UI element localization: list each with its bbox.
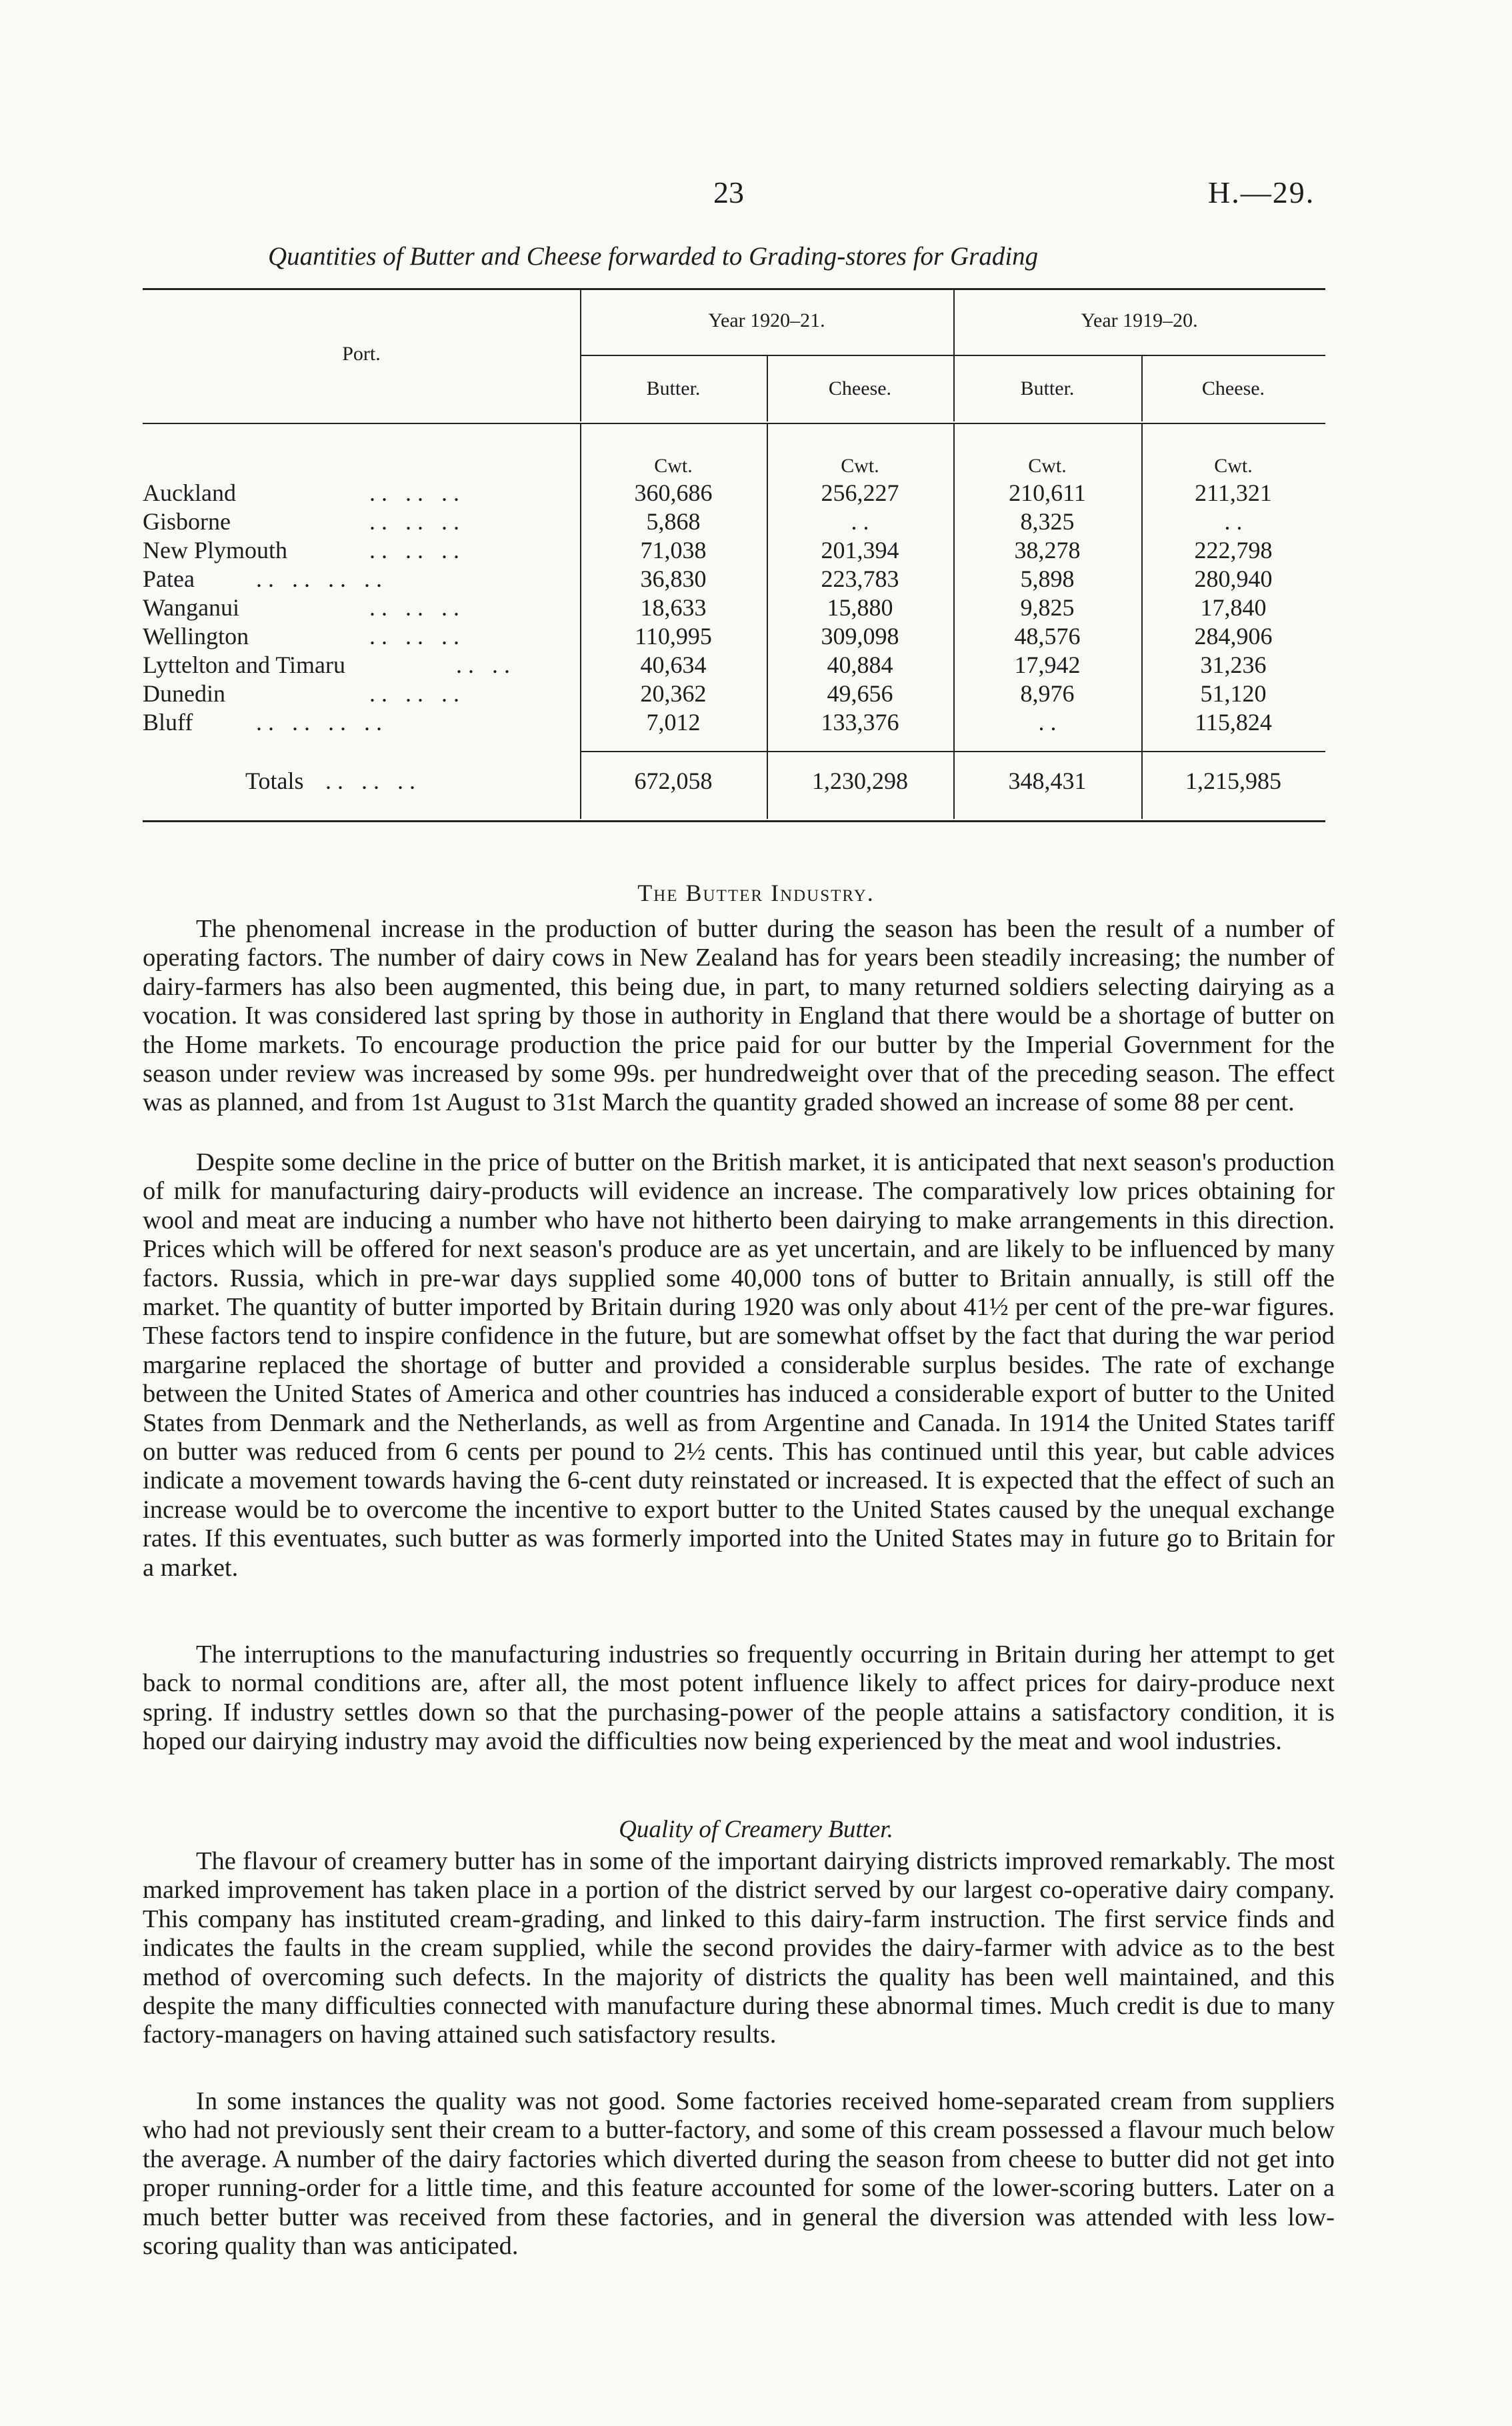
unit-label: Cwt. — [1028, 455, 1067, 477]
year-group-header: Year 1919–20. — [1081, 309, 1198, 331]
port-name: Patea — [143, 565, 195, 592]
port-name: Wanganui — [143, 594, 240, 621]
value-cell: 48,576 — [1014, 623, 1081, 650]
port-name: Lyttelton and Timaru — [143, 652, 346, 678]
leader-dots: . . . . . . — [369, 623, 459, 650]
value-cell: . . — [851, 508, 869, 535]
value-cell: 309,098 — [821, 623, 899, 650]
value-cell: 71,038 — [640, 537, 707, 563]
total-cell: 1,215,985 — [1185, 768, 1281, 794]
value-cell: 38,278 — [1014, 537, 1081, 563]
unit-label: Cwt. — [1214, 455, 1253, 477]
value-cell: 284,906 — [1194, 623, 1273, 650]
value-cell: 110,995 — [635, 623, 712, 650]
value-cell: 31,236 — [1200, 652, 1267, 678]
unit-label: Cwt. — [841, 455, 879, 477]
port-name: Dunedin — [143, 680, 225, 707]
value-cell: 280,940 — [1194, 565, 1273, 592]
leader-dots: . . . . . . — [369, 508, 459, 535]
value-cell: 40,884 — [827, 652, 893, 678]
table-bottom-rule — [143, 820, 1325, 822]
totals-top-rule — [580, 751, 1325, 752]
page-number: 23 — [713, 175, 744, 209]
butter-column-header: Butter. — [646, 377, 701, 399]
subsection-title: Quality of Creamery Butter. — [619, 1816, 893, 1843]
leader-dots: . . . . . . — [369, 594, 459, 621]
year-group-rule — [580, 355, 1325, 356]
value-cell: 360,686 — [634, 479, 713, 506]
butter-column-header: Butter. — [1020, 377, 1075, 399]
value-cell: 15,880 — [827, 594, 893, 621]
leader-dots: . . . . . . — [369, 479, 459, 506]
body-paragraph: Despite some decline in the price of butter on the British market, it is anticipated that next season's production of milk for manufacturing dairy-products will evidence an increase. The comparatively low prices obtaining for wool and meat are inducing a number who have not hitherto been dairying to make arrangements in this direction. Prices which will be offered for next season's produce are as yet uncertain, and are likely to be influenced by many factors. Russia, which in pre-war days supplied some 40,000 tons of butter to Britain annually, is still off the market. The quantity of butter imported by Britain during 1920 was only about 41½ per cent of the pre-war figures. These factors tend to inspire confidence in the future, but are somewhat offset by the fact that during the war period margarine replaced the shortage of butter and provided a considerable surplus besides. The rate of exchange between the United States of America and other countries has induced a considerable export of butter to the United States from Denmark and the Netherlands, as well as from Argentine and Canada. In 1914 the United States tariff on butter was reduced from 6 cents per pound to 2½ cents. This has continued until this year, but cable advices indicate a movement towards having the 6-cent duty reinstated or increased. It is expected that the effect of such an increase would be to overcome the incentive to export butter to the United States caused by the unequal exchange rates. If this eventuates, such butter as was formerly imported into the United States may in future go to Britain for a market. — [143, 1148, 1335, 1582]
cheese-column-header: Cheese. — [1201, 377, 1265, 399]
value-cell: 115,824 — [1195, 709, 1272, 736]
table-top-rule — [143, 288, 1325, 290]
value-cell: 17,840 — [1200, 594, 1267, 621]
value-cell: 5,868 — [646, 508, 701, 535]
report-code: H.—29. — [1208, 175, 1315, 209]
port-name: Wellington — [143, 623, 249, 650]
year-group-header: Year 1920–21. — [708, 309, 825, 331]
value-cell: 36,830 — [640, 565, 707, 592]
value-cell: 133,376 — [821, 709, 899, 736]
total-cell: 348,431 — [1008, 768, 1087, 794]
port-name: Gisborne — [143, 508, 231, 535]
total-cell: 672,058 — [634, 768, 713, 794]
leader-dots: . . . . . . — [325, 768, 415, 794]
leader-dots: . . . . . . . . — [256, 709, 382, 736]
value-cell: 211,321 — [1195, 479, 1272, 506]
value-cell: 51,120 — [1200, 680, 1267, 707]
value-cell: 5,898 — [1020, 565, 1075, 592]
cheese-column-header: Cheese. — [828, 377, 892, 399]
value-cell: 18,633 — [640, 594, 707, 621]
table-title: Quantities of Butter and Cheese forwarded to Grading-stores for Grading — [268, 242, 1039, 271]
value-cell: 210,611 — [1009, 479, 1086, 506]
leader-dots: . . . . . . . . — [256, 565, 382, 592]
port-name: New Plymouth — [143, 537, 288, 563]
body-paragraph: The interruptions to the manufacturing industries so frequently occurring in Britain during her attempt to get back to normal conditions are, after all, the most potent influence likely to affect prices for dairy-produce next spring. If industry settles down so that the purchasing-power of the people attains a satisfactory condition, it is hoped our dairying industry may avoid the difficulties now being experienced by the meat and wool industries. — [143, 1640, 1335, 1756]
value-cell: 222,798 — [1194, 537, 1273, 563]
header-bottom-rule — [143, 423, 1325, 424]
body-paragraph: The phenomenal increase in the production of butter during the season has been the result of a number of operating factors. The number of dairy cows in New Zealand has for years been steadily increasing; the number of dairy-farmers has also been augmented, this being due, in part, to many returned soldiers selecting dairying as a vocation. It was considered last spring by those in authority in England that there would be a shortage of butter on the Home markets. To encourage production the price paid for our butter by the Imperial Government for the season under review was increased by some 99s. per hundredweight over that of the preceding season. The effect was as planned, and from 1st August to 31st March the quantity graded showed an increase of some 88 per cent. — [143, 915, 1335, 1117]
body-paragraph: In some instances the quality was not good. Some factories received home-separated cream from suppliers who had not previously sent their cream to a butter-factory, and some of this cream possessed a flavour much below the average. A number of the dairy factories which diverted during the season from cheese to butter did not get into proper running-order for a little time, and this feature accounted for some of the lower-scoring butters. Later on a much better butter was received from these factories, and in general the diversion was attended with less low-scoring quality than was anticipated. — [143, 2087, 1335, 2261]
value-cell: 9,825 — [1020, 594, 1075, 621]
value-cell: 256,227 — [821, 479, 899, 506]
value-cell: 201,394 — [821, 537, 899, 563]
value-cell: . . — [1224, 508, 1243, 535]
value-cell: 17,942 — [1014, 652, 1081, 678]
leader-dots: . . . . — [456, 652, 510, 678]
value-cell: 8,976 — [1020, 680, 1075, 707]
leader-dots: . . . . . . — [369, 680, 459, 707]
leader-dots: . . . . . . — [369, 537, 459, 563]
total-cell: 1,230,298 — [812, 768, 908, 794]
value-cell: 49,656 — [827, 680, 893, 707]
value-cell: 20,362 — [640, 680, 707, 707]
value-cell: 8,325 — [1020, 508, 1075, 535]
value-cell: 40,634 — [640, 652, 707, 678]
section-title: The Butter Industry. — [637, 880, 875, 906]
port-name: Bluff — [143, 709, 193, 736]
port-column-header: Port. — [342, 343, 381, 365]
value-cell: 7,012 — [646, 709, 701, 736]
value-cell: . . — [1038, 709, 1057, 736]
totals-label: Totals — [245, 768, 304, 794]
value-cell: 223,783 — [821, 565, 899, 592]
body-paragraph: The flavour of creamery butter has in some of the important dairying districts improved remarkably. The most marked improvement has taken place in a portion of the district served by our largest co-operative dairy company. This company has instituted cream-grading, and linked to this dairy-farm instruction. The first service finds and indicates the faults in the cream supplied, while the second provides the dairy-farmer with advice as to the best method of overcoming such defects. In the majority of districts the quality has been well maintained, and this despite the many difficulties connected with manufacture during these abnormal times. Much credit is due to many factory-managers on having attained such satisfactory results. — [143, 1847, 1335, 2049]
port-name: Auckland — [143, 479, 236, 506]
unit-label: Cwt. — [654, 455, 693, 477]
